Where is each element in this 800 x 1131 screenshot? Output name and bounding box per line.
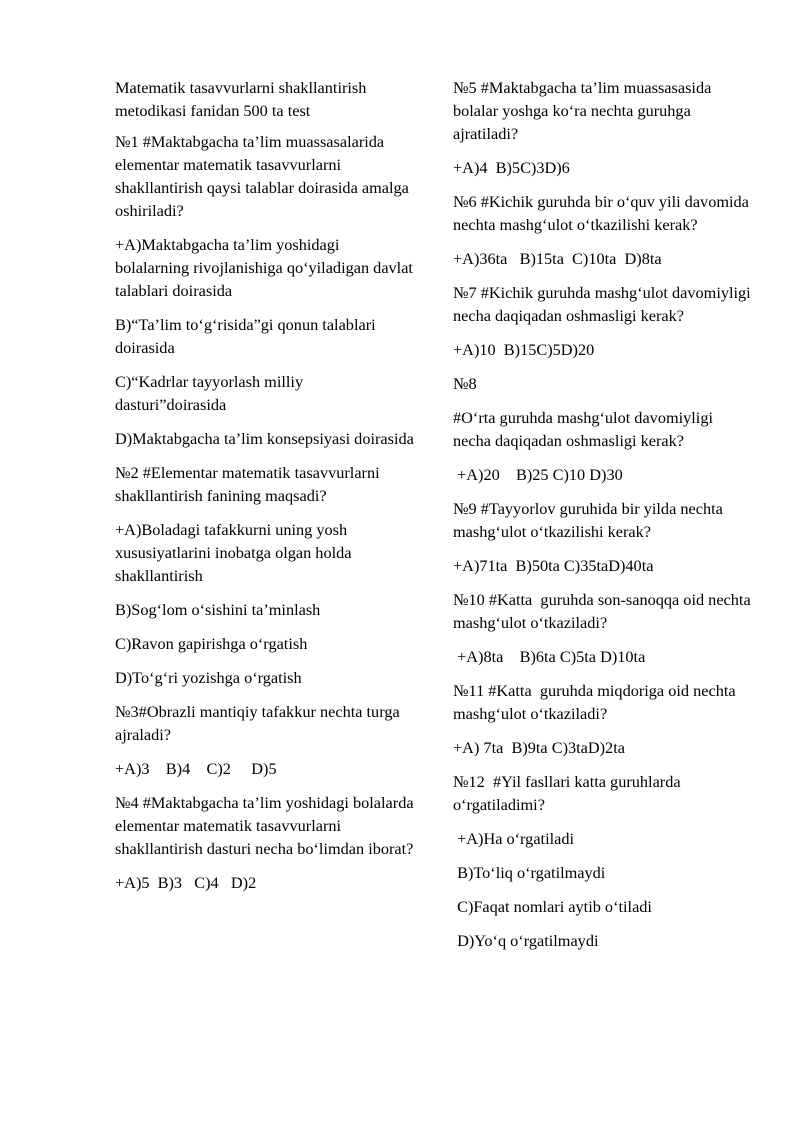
- answer-options: +A)10 B)15C)5D)20: [453, 340, 595, 359]
- answer-option: B)“Ta’lim to‘g‘risida”gi qonun talablari doirasida: [115, 315, 380, 357]
- answer-options: +A)20 B)25 C)10 D)30: [453, 465, 623, 484]
- answer-option: +A)Ha o‘rgatiladi: [453, 829, 575, 848]
- answer-option: C)“Kadrlar tayyorlash milliy dasturi”doirasida: [115, 372, 308, 414]
- answer-option: C)Faqat nomlari aytib o‘tiladi: [453, 897, 652, 916]
- question-12: №12 #Yil fasllari katta guruhlarda o‘rgatiladimi?: [453, 772, 685, 814]
- answer-options: +A)36ta B)15ta C)10ta D)8ta: [453, 249, 662, 268]
- question-8-number: №8: [453, 374, 477, 393]
- right-column: [453, 76, 753, 963]
- left-column: [115, 76, 418, 905]
- question-2: №2 #Elementar matematik tasavvurlarni shakllantirish fanining maqsadi?: [115, 463, 388, 505]
- answer-option: +A)Boladagi tafakkurni uning yosh xususiyatlarini inobatga olgan holda shakllantirish: [115, 520, 356, 585]
- question-9: №9 #Tayyorlov guruhida bir yilda nechta mashg‘ulot o‘tkazilishi kerak?: [453, 499, 727, 541]
- document-title: Matematik tasavvurlarni shakllantirish metodikasi fanidan 500 ta test: [115, 78, 371, 120]
- question-1: №1 #Maktabgacha ta’lim muassasalarida elementar matematik tasavvurlarni shakllantirish qaysi talablar doirasida amalga oshiriladi?: [115, 132, 413, 220]
- answer-option: D)To‘g‘ri yozishga o‘rgatish: [115, 668, 302, 687]
- answer-option: D)Maktabgacha ta’lim konsepsiyasi doirasida: [115, 429, 414, 448]
- answer-option: B)Sog‘lom o‘sishini ta’minlash: [115, 600, 321, 619]
- question-6: №6 #Kichik guruhda bir o‘quv yili davomida nechta mashg‘ulot o‘tkazilishi kerak?: [453, 192, 753, 234]
- answer-option: C)Ravon gapirishga o‘rgatish: [115, 634, 308, 653]
- question-7: №7 #Kichik guruhda mashg‘ulot davomiyligi necha daqiqadan oshmasligi kerak?: [453, 283, 755, 325]
- question-8: #O‘rta guruhda mashg‘ulot davomiyligi necha daqiqadan oshmasligi kerak?: [453, 408, 718, 450]
- question-3: №3#Obrazli mantiqiy tafakkur nechta turga ajraladi?: [115, 702, 404, 744]
- answer-option: +A)Maktabgacha ta’lim yoshidagi bolalarning rivojlanishiga qo‘yiladigan davlat talablari doirasida: [115, 235, 418, 300]
- answer-options: +A) 7ta B)9ta C)3taD)2ta: [453, 738, 625, 757]
- question-11: №11 #Katta guruhda miqdoriga oid nechta mashg‘ulot o‘tkaziladi?: [453, 681, 740, 723]
- question-5: №5 #Maktabgacha ta’lim muassasasida bolalar yoshga ko‘ra nechta guruhga ajratiladi?: [453, 78, 716, 143]
- answer-option: B)To‘liq o‘rgatilmaydi: [453, 863, 606, 882]
- question-10: №10 #Katta guruhda son-sanoqqa oid nechta mashg‘ulot o‘tkaziladi?: [453, 590, 755, 632]
- answer-option: D)Yo‘q o‘rgatilmaydi: [453, 931, 599, 950]
- answer-options: +A)5 B)3 C)4 D)2: [115, 873, 257, 892]
- question-4: №4 #Maktabgacha ta’lim yoshidagi bolalarda elementar matematik tasavvurlarni shakllantirish dasturi necha bo‘limdan iborat?: [115, 793, 418, 858]
- answer-options: +A)8ta B)6ta C)5ta D)10ta: [453, 647, 646, 666]
- answer-options: +A)3 B)4 C)2 D)5: [115, 759, 277, 778]
- answer-options: +A)71ta B)50ta C)35taD)40ta: [453, 556, 654, 575]
- answer-options: +A)4 B)5C)3D)6: [453, 158, 570, 177]
